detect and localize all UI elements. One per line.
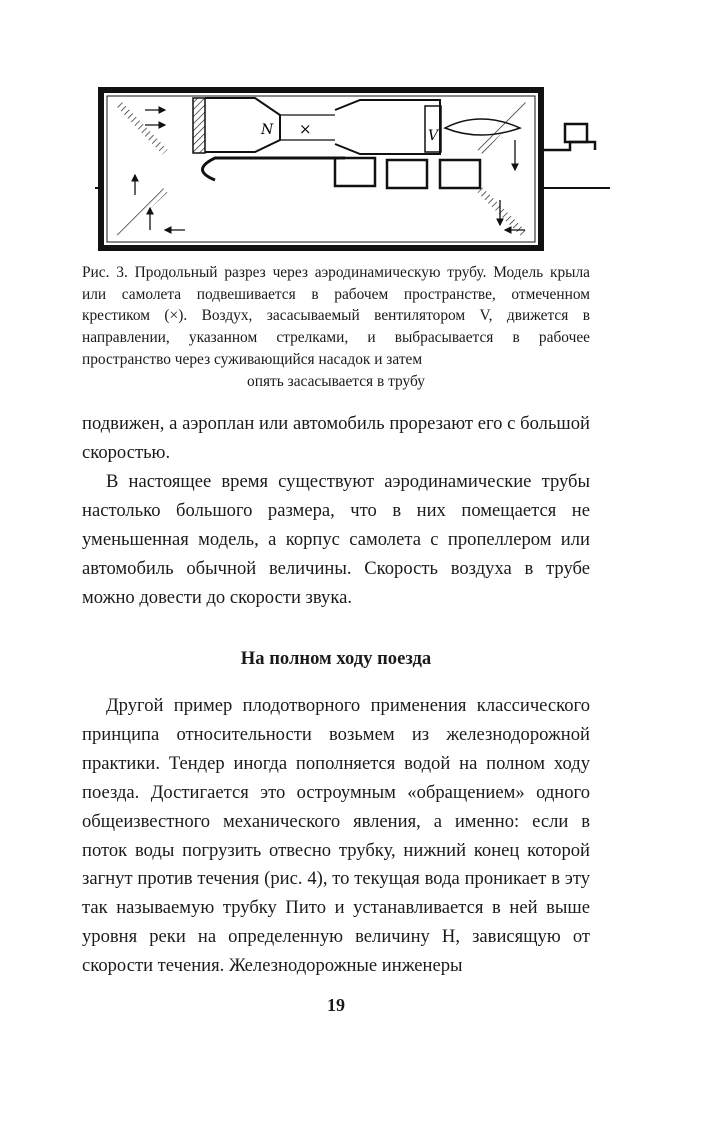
tunnel-outer-wall <box>101 90 541 248</box>
section-heading: На полном ходу поезда <box>240 648 432 669</box>
nozzle-label: N <box>261 122 274 138</box>
page-number: 19 <box>327 995 345 1015</box>
wind-tunnel-figure <box>95 80 610 255</box>
working-section-mark: × <box>299 120 312 138</box>
fan-label: V <box>428 128 439 144</box>
paragraph-2: В настоящее время существуют аэродинамические трубы настолько большого размера, что в них помещается не уменьшенная модель, а корпус самолета с пропеллером или автомобиль обычной величины. Скорость воздуха в трубе можно довести до скорости звука. <box>82 471 590 608</box>
paragraph-3: Другой пример плодотворного применения классического принципа относительности возьмем из железнодорожной практики. Тендер иногда пополняется водой на полном ходу поезда. Достигается это остроумным «обращением» одного общеизвестного механического явления, а именно: если в поток воды погрузить отвесно трубку, нижний конец которой загнут против течения (рис. 4), то текущая вода проникает в эту так называемую трубку Пито и устанавливается в ней выше уровня реки на определенную величину H, зависящую от скорости течения. Железнодорожные инженеры <box>82 695 590 977</box>
paragraph-1: подвижен, а аэроплан или автомобиль прорезают его с большой скоростью. <box>82 413 590 463</box>
motor-housing <box>565 124 587 142</box>
figure-caption-last-line: опять засасывается в трубу <box>247 372 425 390</box>
figure-caption <box>82 262 590 392</box>
wind-tunnel-diagram <box>95 80 610 255</box>
figure-caption-text: Рис. 3. Продольный разрез через аэродинамическую трубу. Модель крыла или самолета подвешивается в рабочем пространстве, отмеченном крестиком (×). Воздух, засасываемый вентилятором V, движется в направлении, указанном стрелками, и выбрасывается в рабочее пространство через суживающийся насадок и затем <box>82 264 590 368</box>
